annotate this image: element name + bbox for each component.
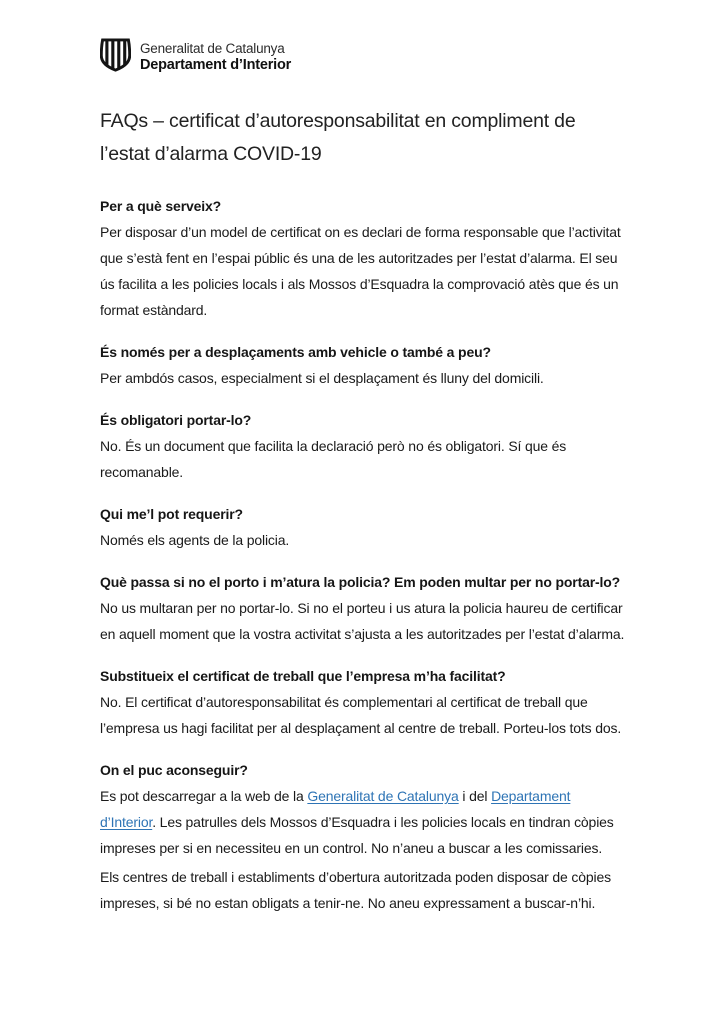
faq-answer: No us multaran per no portar-lo. Si no el porteu i us atura la policia haureu de certificar en aquell moment que la vostra activitat s’ajusta a les autoritzades per l’estat d’alarma. — [100, 600, 625, 642]
faq-question: És obligatori portar-lo? — [100, 412, 252, 428]
faq-answer: No. El certificat d’autoresponsabilitat és complementari al certificat de treball que l’empresa us hagi facilitat per al desplaçament al centre de treball. Porteu-los tots dos. — [100, 694, 622, 736]
faq-section-multa — [100, 569, 628, 647]
faq-question: És només per a desplaçaments amb vehicle o també a peu? — [100, 344, 491, 360]
faq-answer: Per ambdós casos, especialment si el desplaçament és lluny del domicili. — [100, 370, 544, 386]
faq-section-serveix — [100, 193, 628, 323]
org-name: Generalitat de Catalunya — [140, 41, 285, 57]
faq-question: Per a què serveix? — [100, 198, 222, 214]
faq-answer: No. És un document que facilita la declaració però no és obligatori. Sí que és recomanable. — [100, 438, 567, 480]
answer-text: . Les patrulles dels Mossos d’Esquadra i les policies locals en tindran còpies impreses per si en necessiteu en un control. No n’aneu a buscar a les comissaries. — [100, 814, 614, 856]
faq-answer: Per disposar d’un model de certificat on es declari de forma responsable que l’activitat que s’està fent en l’espai públic és una de les autoritzades per l’estat d’alarma. El seu ús facilita a les policies locals i als Mossos d’Esquadra la comprovació atès que és un format estàndard. — [100, 224, 621, 318]
faq-question: On el puc aconseguir? — [100, 762, 248, 778]
dept-name: Departament d’Interior — [140, 56, 292, 73]
faq-section-aconseguir — [100, 757, 628, 916]
faq-question: Qui me’l pot requerir? — [100, 506, 243, 522]
faq-answer — [100, 783, 628, 861]
faq-section-obligatori — [100, 407, 628, 485]
link-departament-interior[interactable]: Departament d’Interior — [100, 788, 571, 830]
faq-question: Substitueix el certificat de treball que l’empresa m’ha facilitat? — [100, 668, 506, 684]
answer-text: Es pot descarregar a la web de la — [100, 788, 308, 804]
faq-question: Què passa si no el porto i m’atura la policia? Em poden multar per no portar-lo? — [100, 574, 621, 590]
answer-text: i del — [458, 788, 492, 804]
faq-answer-secondary: Els centres de treball i establiments d’obertura autoritzada poden disposar de còpies impreses, si bé no estan obligats a tenir-ne. No aneu expressament a buscar-n’hi. — [100, 869, 611, 911]
generalitat-senyera-shield-icon — [100, 38, 131, 77]
link-generalitat-de-catalunya[interactable]: Generalitat de Catalunya — [307, 788, 459, 804]
faq-answer: Només els agents de la policia. — [100, 532, 290, 548]
faq-section-vehicle-peu — [100, 339, 628, 391]
org-block — [140, 41, 291, 73]
faq-section-requerir — [100, 501, 628, 553]
faq-section-certificat-treball — [100, 663, 628, 741]
header — [100, 38, 628, 77]
page-title: FAQs – certificat d’autoresponsabilitat en compliment de l’estat d’alarma COVID-19 — [100, 110, 576, 165]
